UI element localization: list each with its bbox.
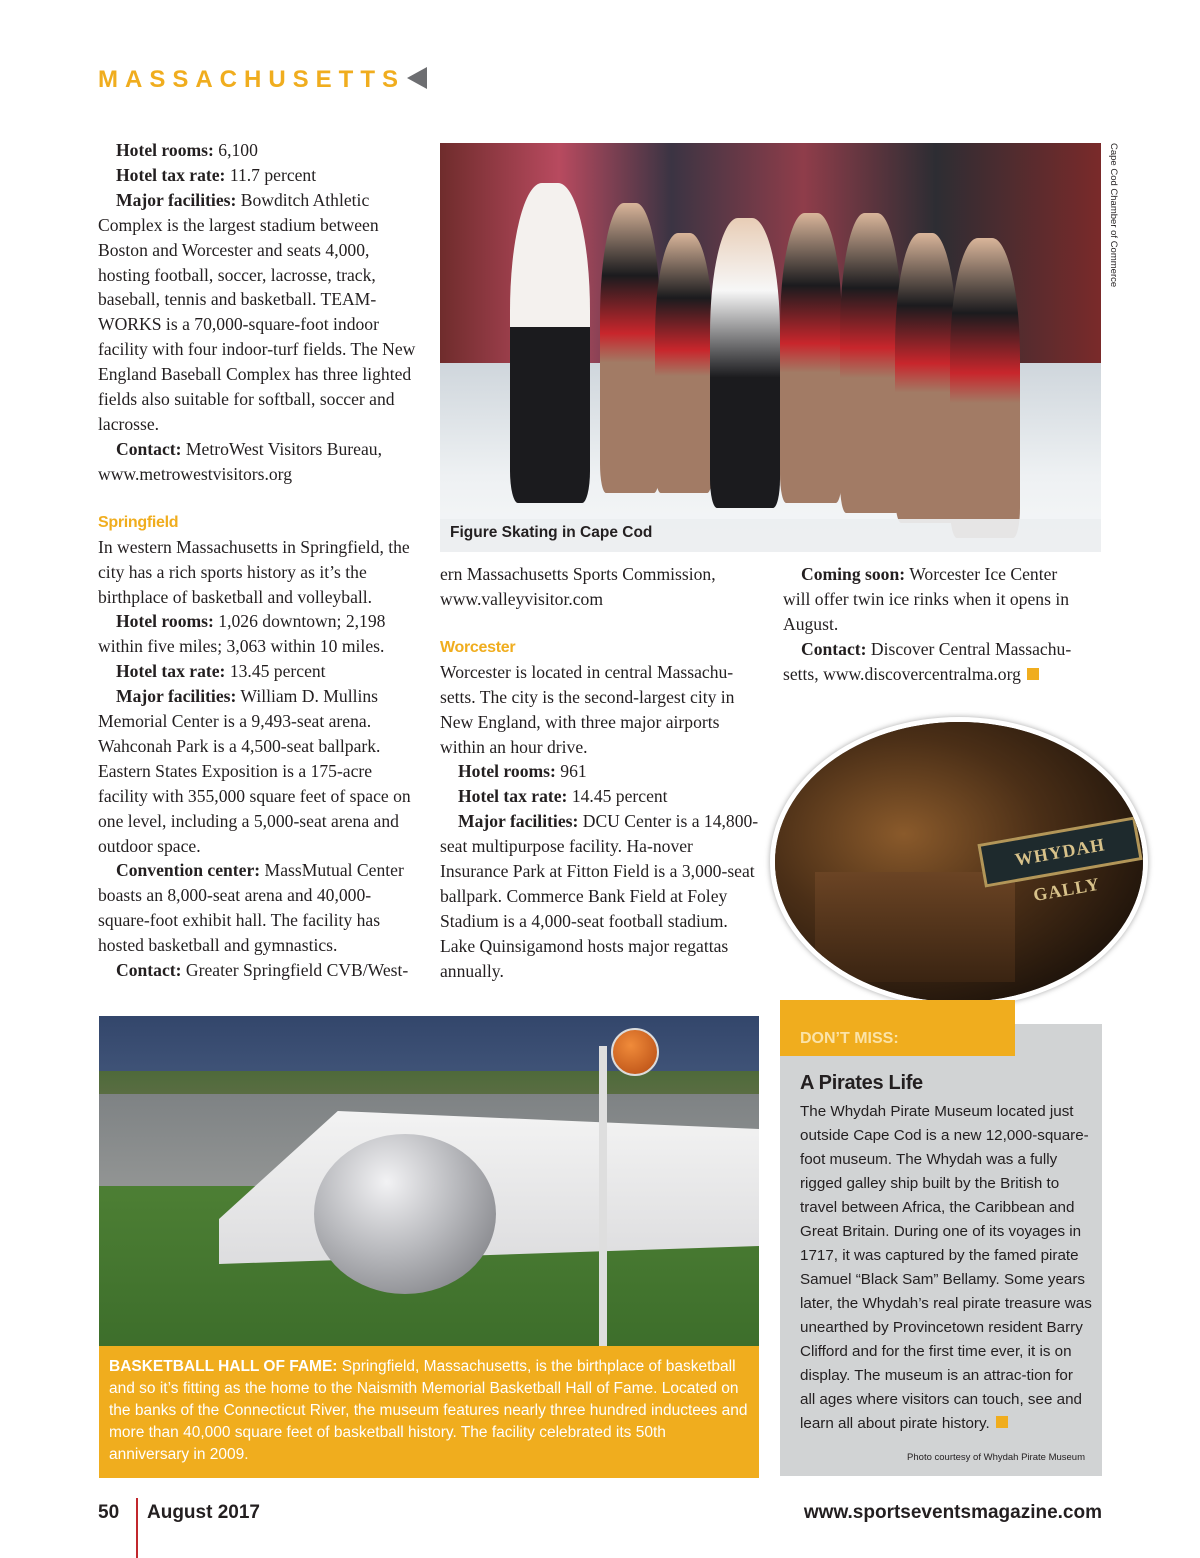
skater-figure [510, 183, 590, 503]
skater-figure [710, 218, 780, 508]
triangle-arrow-icon [407, 67, 427, 89]
section-title: MASSACHUSETTS [98, 66, 427, 94]
metrowest-facilities: Major facilities: Bowditch Athletic Complex is the largest stadium between Boston and Worcester and seats 4,000, hosting football, soccer, lacrosse, track, baseball, tennis and basketball. TEAM-WORKS is a 70,000-square-foot indoor facility with four indoor-turf fields. The New England Baseball Complex has three lighted fields also suitable for softball, soccer and lacrosse. [98, 189, 416, 434]
end-mark-icon [1027, 668, 1039, 680]
metrowest-tax-rate: Hotel tax rate: 11.7 percent [116, 164, 317, 185]
springfield-contact-continued: ern Massachusetts Sports Commission, www.valleyvisitor.com [440, 564, 716, 609]
worcester-hotel-rooms: Hotel rooms: 961 [458, 761, 587, 782]
worcester-intro: Worcester is located in central Massachu-setts. The city is the second-largest city in New England, with three major airports within an hour drive. [440, 661, 735, 757]
column-3 [783, 562, 1083, 687]
skater-figure [840, 213, 902, 513]
springfield-convention: Convention center: MassMutual Center boasts an 8,000-seat arena and 40,000-square-foot exhibit hall. The facility has hosted basketball and gymnastics. [98, 860, 404, 956]
silver-sphere [314, 1134, 496, 1294]
hall-of-fame-photo [99, 1016, 759, 1478]
sidebar-title: A Pirates Life [800, 1072, 923, 1094]
skating-caption: Figure Skating in Cape Cod [440, 519, 1101, 552]
skater-figure [895, 233, 957, 523]
basketball-icon [611, 1028, 659, 1076]
page-number: 50 [98, 1502, 120, 1523]
skater-figure [655, 233, 713, 493]
skater-figure [950, 238, 1020, 538]
museum-counter [815, 872, 1015, 982]
skater-figure [780, 213, 842, 503]
skater-figure [600, 203, 660, 493]
springfield-tax-rate: Hotel tax rate: 13.45 percent [116, 661, 326, 682]
end-mark-icon [996, 1416, 1008, 1428]
worcester-contact: Contact: Discover Central Massachu-setts, www.discovercentralma.org [783, 638, 1072, 684]
skating-photo [440, 143, 1101, 552]
worcester-coming-soon: Coming soon: Worcester Ice Center will offer twin ice rinks when it opens in August. [783, 564, 1070, 634]
worcester-heading: Worcester [440, 638, 516, 656]
page-footer [98, 1498, 1102, 1528]
springfield-contact: Contact: Greater Springfield CVB/West- [116, 960, 409, 981]
issue-date: August 2017 [147, 1502, 260, 1523]
worcester-tax-rate: Hotel tax rate: 14.45 percent [458, 786, 668, 807]
springfield-facilities: Major facilities: William D. Mullins Memorial Center is a 9,493-seat arena. Wahconah Park is a 4,500-seat ballpark. Eastern States Exposition is a 175-acre facility with 355,000 square feet of space on one level, including a 5,000-seat arena and outdoor space. [98, 686, 411, 856]
hall-of-fame-caption: BASKETBALL HALL OF FAME: Springfield, Massachusetts, is the birthplace of basketball and so it’s fitting as the home to the Naismith Memorial Basketball Hall of Fame. Located on the banks of the Connecticut River, the museum features nearly three hundred inductees and more than 40,000 square feet of basketball history. The facility celebrated its 50th anniversary in 2009. [99, 1346, 759, 1478]
worcester-facilities: Major facilities: DCU Center is a 14,800-seat multipurpose facility. Ha-nover Insurance Park at Fitton Field is a 3,000-seat ballpark. Commerce Bank Field at Foley Stadium is a 4,000-seat football stadium. Lake Quinsigamond hosts major regattas annually. [440, 811, 759, 981]
footer-divider [136, 1498, 138, 1558]
column-1 [98, 138, 416, 983]
column-2 [440, 562, 762, 984]
dont-miss-tab: DON’T MISS: [780, 1000, 1015, 1056]
dont-miss-sidebar [780, 1024, 1102, 1476]
spire-pole [599, 1046, 607, 1346]
springfield-heading: Springfield [98, 513, 179, 531]
pirate-museum-photo [770, 717, 1148, 1007]
metrowest-hotel-rooms: Hotel rooms: 6,100 [116, 140, 258, 160]
metrowest-contact: Contact: MetroWest Visitors Bureau, www.metrowestvisitors.org [98, 438, 382, 484]
magazine-url[interactable]: www.sportseventsmagazine.com [803, 1502, 1102, 1523]
sidebar-photo-credit: Photo courtesy of Whydah Pirate Museum [907, 1452, 1085, 1463]
skating-photo-credit: Cape Cod Chamber of Commerce [1108, 143, 1119, 288]
sidebar-body: The Whydah Pirate Museum located just outside Cape Cod is a new 12,000-square-foot museum. The Whydah was a fully rigged galley ship built by the British to travel between Africa, the Caribbean and Great Britain. During one of its voyages in 1717, it was captured by the famed pirate Samuel “Black Sam” Bellamy. Some years later, the Whydah’s real pirate treasure was unearthed by Provincetown resident Barry Clifford and for the first time ever, it is on display. The museum is an attrac-tion for all ages where visitors can touch, see and learn all about pirate history. [800, 1103, 1092, 1432]
springfield-intro: In western Massachusetts in Springfield, the city has a rich sports history as it’s the birthplace of basketball and volleyball. [98, 536, 410, 607]
springfield-hotel-rooms: Hotel rooms: 1,026 downtown; 2,198 within five miles; 3,063 within 10 miles. [98, 611, 386, 657]
whydah-gally-sign: WHYDAH GALLY [977, 816, 1142, 887]
